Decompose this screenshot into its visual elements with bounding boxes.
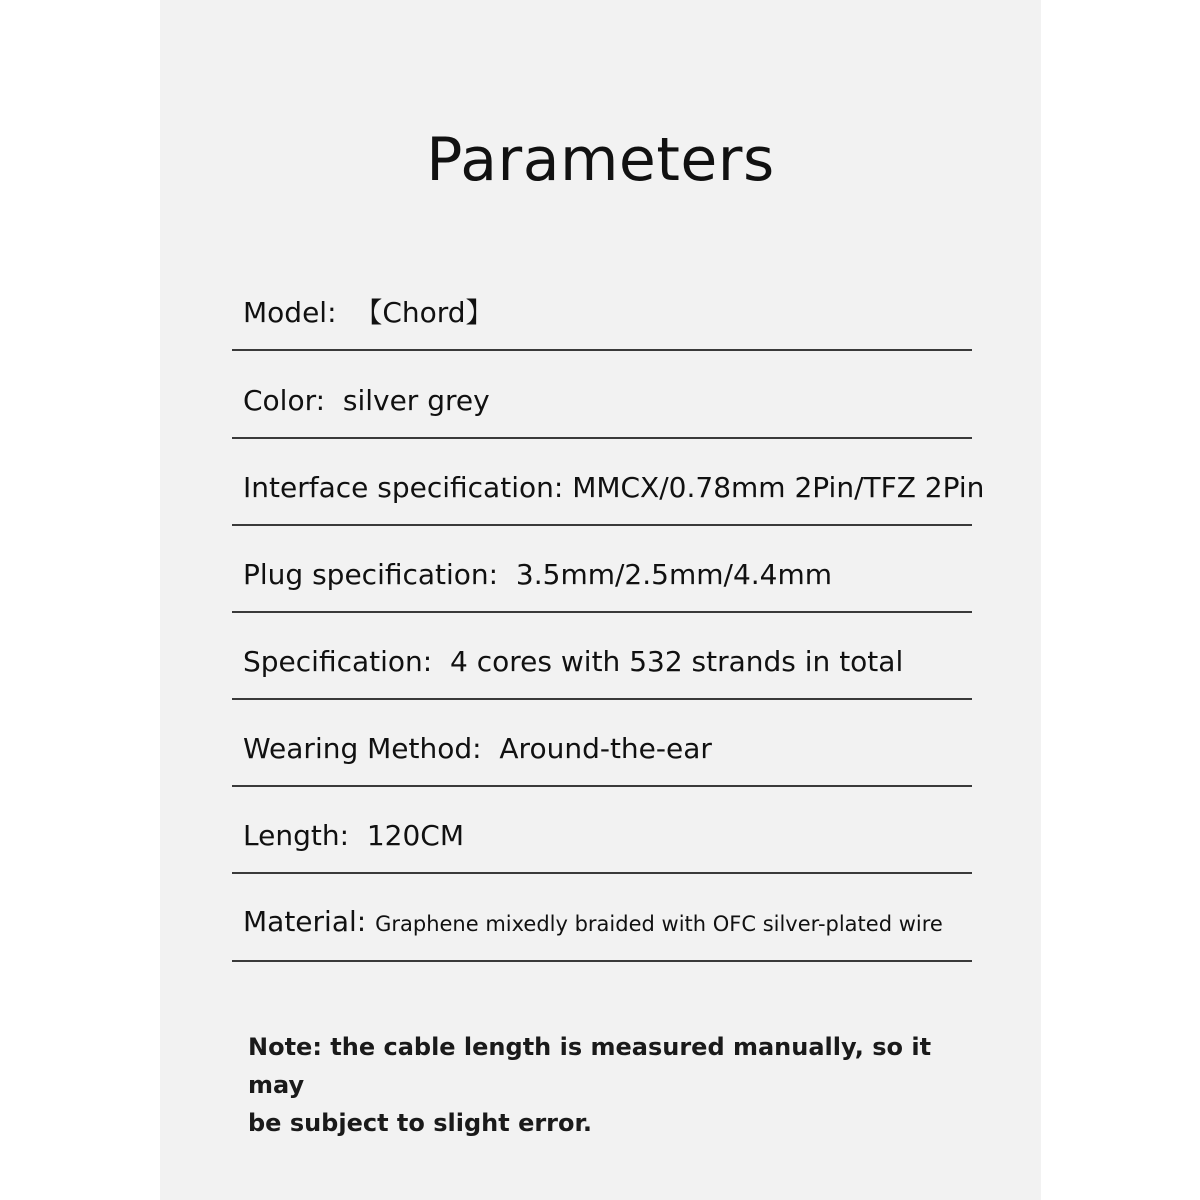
param-value: 【Chord】 xyxy=(354,296,494,329)
param-value: Graphene mixedly braided with OFC silver-plated wire xyxy=(375,912,943,936)
param-row-wearing-method xyxy=(232,699,972,787)
param-value: 4 cores with 532 strands in total xyxy=(450,645,904,678)
param-row-length xyxy=(232,786,972,874)
param-label: Plug specification: xyxy=(243,558,499,591)
param-row-material xyxy=(232,874,972,962)
param-row-specification xyxy=(232,612,972,700)
param-value: Around-the-ear xyxy=(499,732,712,765)
note-text xyxy=(248,1028,948,1142)
param-label: Color: xyxy=(243,384,326,417)
param-label: Specification: xyxy=(243,645,433,678)
param-value: MMCX/0.78mm 2Pin/TFZ 2Pin xyxy=(572,471,985,504)
page-title: Parameters xyxy=(426,125,775,195)
param-label: Material: xyxy=(243,905,367,938)
param-label: Length: xyxy=(243,819,350,852)
param-value: silver grey xyxy=(342,384,490,417)
param-value: 3.5mm/2.5mm/4.4mm xyxy=(515,558,833,591)
param-label: Wearing Method: xyxy=(243,732,482,765)
param-label: Model: xyxy=(243,296,337,329)
note-line: be subject to slight error. xyxy=(248,1109,593,1137)
parameters-card xyxy=(160,0,1041,1200)
param-row-interface xyxy=(232,438,985,526)
param-row-model xyxy=(232,263,972,351)
param-row-plug xyxy=(232,525,972,613)
param-row-color xyxy=(232,351,972,439)
param-value: 120CM xyxy=(366,819,464,852)
param-label: Interface specification: xyxy=(243,471,564,504)
note-line: Note: the cable length is measured manually, so it may xyxy=(248,1033,932,1099)
